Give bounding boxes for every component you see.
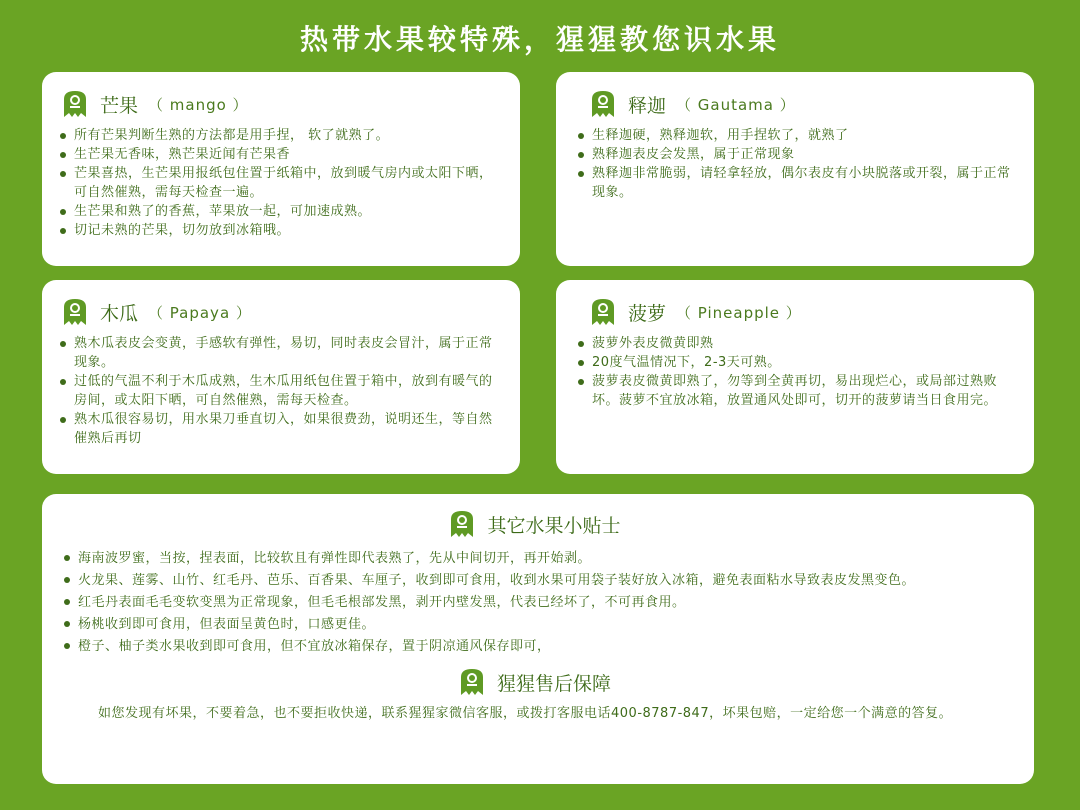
service-header	[64, 664, 1004, 700]
gorilla-logo-icon	[447, 509, 477, 539]
list-item: 菠萝外表皮微黄即熟	[578, 334, 1012, 353]
gorilla-logo-icon	[457, 667, 487, 697]
list-item: 红毛丹表面毛毛变软变黑为正常现象，但毛毛根部发黑，剥开内壁发黑，代表已经坏了，不可再食用。	[64, 592, 1004, 614]
list-item: 橙子、柚子类水果收到即可食用，但不宜放冰箱保存，置于阴凉通风保存即可，	[64, 636, 1004, 658]
gautama-title: 释迦	[628, 94, 667, 117]
other-tips-card	[42, 494, 1034, 784]
list-item: 20度气温情况下，2-3天可熟。	[578, 353, 1012, 372]
pineapple-title: 菠萝	[628, 302, 667, 325]
service-title: 猩猩售后保障	[496, 672, 611, 695]
list-item: 生芒果和熟了的香蕉，苹果放一起，可加速成熟。	[60, 202, 502, 221]
list-item: 熟释迦非常脆弱，请轻拿轻放，偶尔表皮有小块脱落或开裂，属于正常现象。	[578, 164, 1012, 202]
list-item: 过低的气温不利于木瓜成熟，生木瓜用纸包住置于箱中，放到有暖气的房间，或太阳下晒，可自然催熟，需每天检查。	[60, 372, 502, 410]
gorilla-logo-icon	[588, 89, 618, 119]
list-item: 熟木瓜很容易切，用水果刀垂直切入，如果很费劲，说明还生，等自然催熟后再切	[60, 410, 502, 448]
gautama-tips	[578, 126, 1012, 202]
papaya-tips	[60, 334, 502, 448]
list-item: 菠萝表皮微黄即熟了，勿等到全黄再切，易出现烂心，或局部过熟败坏。菠萝不宜放冰箱，放置通风处即可，切开的菠萝请当日食用完。	[578, 372, 1012, 410]
gautama-header	[578, 86, 1012, 122]
list-item: 熟木瓜表皮会变黄，手感软有弹性，易切，同时表皮会冒汁，属于正常现象。	[60, 334, 502, 372]
list-item: 火龙果、莲雾、山竹、红毛丹、芭乐、百香果、车厘子，收到即可食用，收到水果可用袋子装好放入冰箱，避免表面粘水导致表皮发黑变色。	[64, 570, 1004, 592]
gorilla-logo-icon	[60, 89, 90, 119]
gautama-card	[556, 72, 1034, 266]
mango-english: （ mango ）	[148, 95, 249, 114]
papaya-header	[60, 294, 502, 330]
list-item: 切记未熟的芒果，切勿放到冰箱哦。	[60, 221, 502, 240]
papaya-english: （ Papaya ）	[148, 303, 252, 322]
mango-title: 芒果	[100, 94, 139, 117]
other-tips-title: 其它水果小贴士	[487, 514, 621, 537]
list-item: 所有芒果判断生熟的方法都是用手捏， 软了就熟了。	[60, 126, 502, 145]
service-text: 如您发现有坏果，不要着急，也不要拒收快递，联系猩猩家微信客服，或拨打客服电话400-8787-847，坏果包赔，一定给您一个满意的答复。	[98, 706, 953, 721]
list-item: 海南波罗蜜，当按，捏表面，比较软且有弹性即代表熟了，先从中间切开，再开始剥。	[64, 548, 1004, 570]
list-item: 杨桃收到即可食用，但表面呈黄色时，口感更佳。	[64, 614, 1004, 636]
pineapple-header	[578, 294, 1012, 330]
page-title: 热带水果较特殊，猩猩教您识水果	[299, 23, 780, 56]
list-item: 熟释迦表皮会发黑，属于正常现象	[578, 145, 1012, 164]
gautama-english: （ Gautama ）	[676, 95, 796, 114]
gorilla-logo-icon	[60, 297, 90, 327]
pineapple-card	[556, 280, 1034, 474]
mango-tips	[60, 126, 502, 240]
list-item: 生芒果无香味，熟芒果近闻有芒果香	[60, 145, 502, 164]
papaya-title: 木瓜	[100, 302, 139, 325]
mango-header	[60, 86, 502, 122]
list-item: 芒果喜热，生芒果用报纸包住置于纸箱中，放到暖气房内或太阳下晒，可自然催熟，需每天检查一遍。	[60, 164, 502, 202]
other-tips-header	[64, 506, 1004, 542]
other-tips-list	[64, 548, 1004, 658]
mango-card	[42, 72, 520, 266]
pineapple-english: （ Pineapple ）	[676, 303, 802, 322]
gorilla-logo-icon	[588, 297, 618, 327]
papaya-card	[42, 280, 520, 474]
list-item: 生释迦硬，熟释迦软，用手捏软了，就熟了	[578, 126, 1012, 145]
pineapple-tips	[578, 334, 1012, 410]
